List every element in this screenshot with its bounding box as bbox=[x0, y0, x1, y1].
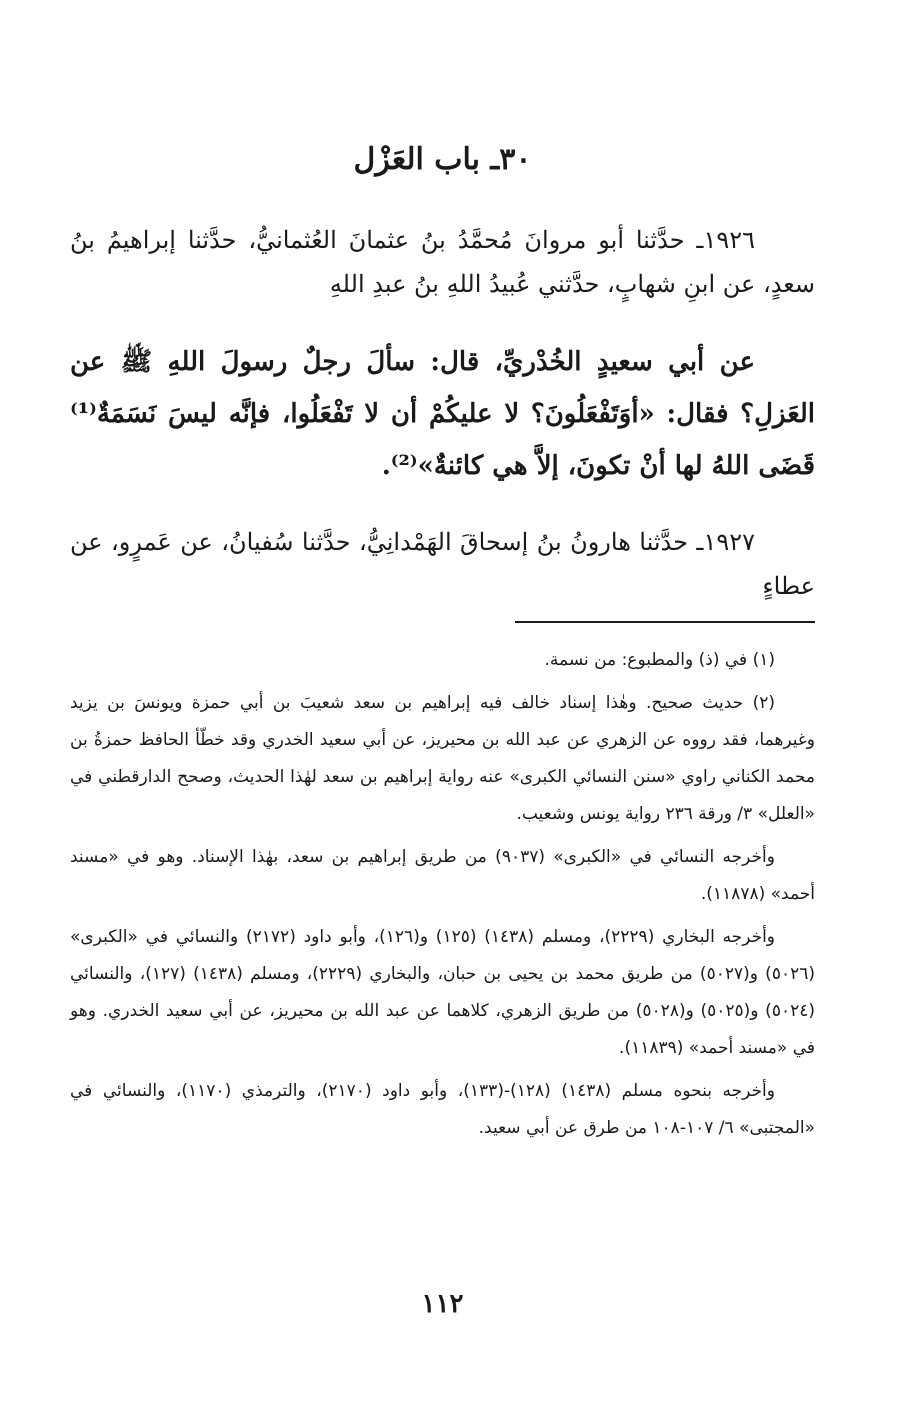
footnote-2-bukhari: وأخرجه البخاري (٢٢٢٩)، ومسلم (١٤٣٨) (١٢٥) و(١٢٦)، وأبو داود (٢١٧٢) والنسائي في «الكبرى» (٥٠٢٦) و(٥٠٢٧) من طريق محمد بن يحيى بن حبان، والبخاري (٢٢٢٩)، ومسلم (١٤٣٨) (١٢٧)، والنسائي (٥٠٢٤) و(٥٠٢٥) و(٥٠٢٨) من طريق الزهري، كلاهما عن عبد الله بن محيريز، عن أبي سعيد الخدري. وهو في «مسند أحمد» (١١٨٣٩). bbox=[70, 927, 815, 1058]
hadith-1926-matn: عن أبي سعيدٍ الخُدْريِّ، قال: سألَ رجلٌ رسولَ اللهِ ﷺ عن العَزلِ؟ فقال: «أوَتَفْعَلُونَ؟ لا عليكُمْ أن لا تَفْعَلُوا، فإنَّه ليسَ نَسَمَةٌ⁽¹⁾ قَضَى اللهُ لها أنْ تكونَ، إلاَّ هي كائنةٌ»⁽²⁾. bbox=[70, 347, 815, 481]
footnote-divider bbox=[515, 621, 815, 623]
chapter-title: ٣٠ـ باب العَزْل bbox=[353, 142, 532, 177]
hadith-1926-isnad: ١٩٢٦ـ حدَّثنا أبو مروانَ مُحمَّدُ بنُ عثمانَ العُثمانيُّ، حدَّثنا إبراهيمُ بنُ سعدٍ، عن ابنِ شهابٍ، حدَّثني عُبيدُ اللهِ بنُ عبدِ اللهِ bbox=[70, 226, 815, 298]
footnote-2-muslim: وأخرجه بنحوه مسلم (١٤٣٨) (١٢٨)-(١٣٣)، وأبو داود (٢١٧٠)، والترمذي (١١٧٠)، والنسائي في «المجتبى» ٦/ ١٠٧-١٠٨ من طرق عن أبي سعيد. bbox=[70, 1081, 815, 1138]
footnotes bbox=[70, 642, 815, 1153]
book-page bbox=[70, 0, 815, 1419]
footnote-2-nasai: وأخرجه النسائي في «الكبرى» (٩٠٣٧) من طريق إبراهيم بن سعد، بهٰذا الإسناد. وهو في «مسند أحمد» (١١٨٧٨). bbox=[70, 847, 815, 904]
page-number: ١١٢ bbox=[421, 1289, 464, 1319]
footnote-2: (٢) حديث صحيح. وهٰذا إسناد خالف فيه إبراهيم بن سعد شعيبَ بن أبي حمزة ويونسَ بن يزيد وغيرهما، فقد رووه عن الزهري عن عبد الله بن محيريز، عن أبي سعيد الخدري وقد خطّأ الحافظ حمزةُ بن محمد الكناني راوي «سنن النسائي الكبرى» عنه رواية إبراهيم بن سعد لهٰذا الحديث، وصحح الدارقطني في «العلل» ٣/ ورقة ٢٣٦ رواية يونس وشعيب. bbox=[70, 693, 815, 824]
hadith-1927-isnad: ١٩٢٧ـ حدَّثنا هارونُ بنُ إسحاقَ الهَمْدانِيُّ، حدَّثنا سُفيانُ، عن عَمرٍو، عن عطاءٍ bbox=[70, 528, 815, 600]
footnote-1: (١) في (ذ) والمطبوع: من نسمة. bbox=[544, 650, 775, 670]
